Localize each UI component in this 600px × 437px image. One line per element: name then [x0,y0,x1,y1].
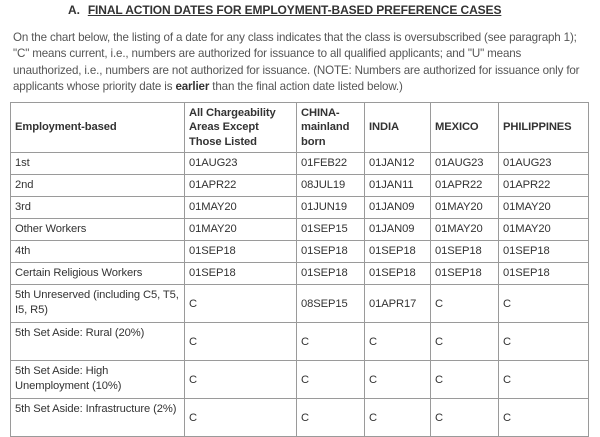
table-row [11,153,589,175]
cell-value: C [297,399,365,437]
cell-value: 01SEP18 [365,241,431,263]
cell-value: 01MAY20 [499,219,589,241]
row-category: 3rd [11,197,185,219]
section-title: FINAL ACTION DATES FOR EMPLOYMENT-BASED PREFERENCE CASES [87,3,502,17]
intro-paragraph [13,30,588,95]
header-employment-based: Employment-based [11,103,185,153]
cell-value: 01JUN19 [297,197,365,219]
cell-value: 01SEP15 [297,219,365,241]
cell-value: C [365,323,431,361]
cell-value: C [297,361,365,399]
intro-text-after: than the final action date listed below.) [209,79,403,93]
cell-value: C [499,285,589,323]
row-category: Other Workers [11,219,185,241]
cell-value: C [499,399,589,437]
table-row [11,361,589,399]
cell-value: 01SEP18 [185,263,297,285]
intro-emphasis: earlier [175,79,210,93]
cell-value: C [365,361,431,399]
header-india: INDIA [365,103,431,153]
header-all-chargeability: All Chargeability Areas Except Those Listed [185,103,297,153]
cell-value: C [431,323,499,361]
header-philippines: PHILIPPINES [499,103,589,153]
cell-value: 01AUG23 [185,153,297,175]
cell-value: 01SEP18 [297,263,365,285]
cell-value: 01SEP18 [365,263,431,285]
intro-text-before: On the chart below, the listing of a date for any class indicates that the class is oversubscribed (see paragraph 1); "C" means current, i.e., numbers are authorized for issuance to all qualified applicants; and "U" means unauthorized, i.e., numbers are not authorized for issuance. (NOTE: Numbers are authorized for issuance only for applicants whose priority date is [13,31,580,93]
cell-value: 08SEP15 [297,285,365,323]
table-row [11,197,589,219]
table-row [11,263,589,285]
row-category: 5th Set Aside: Infrastructure (2%) [11,399,185,437]
cell-value: 01SEP18 [431,241,499,263]
cell-value: C [365,399,431,437]
cell-value: 01FEB22 [297,153,365,175]
cell-value: 01JAN12 [365,153,431,175]
cell-value: 08JUL19 [297,175,365,197]
cell-value: 01APR22 [431,175,499,197]
table-row [11,285,589,323]
row-category: 5th Unreserved (including C5, T5, I5, R5) [11,285,185,323]
cell-value: 01MAY20 [431,219,499,241]
cell-value: 01JAN09 [365,219,431,241]
cell-value: C [431,399,499,437]
cell-value: C [499,361,589,399]
cell-value: 01AUG23 [431,153,499,175]
cell-value: C [185,361,297,399]
table-header-row [11,103,589,153]
cell-value: 01MAY20 [431,197,499,219]
row-category: Certain Religious Workers [11,263,185,285]
cell-value: 01AUG23 [499,153,589,175]
header-mexico: MEXICO [431,103,499,153]
row-category: 2nd [11,175,185,197]
section-number: A. [68,3,80,17]
cell-value: C [185,285,297,323]
cell-value: 01JAN09 [365,197,431,219]
cell-value: 01SEP18 [297,241,365,263]
cell-value: 01MAY20 [185,219,297,241]
cell-value: C [499,323,589,361]
cell-value: C [185,399,297,437]
cell-value: 01APR22 [185,175,297,197]
table-row [11,323,589,361]
cell-value: 01SEP18 [499,241,589,263]
section-heading [68,3,501,17]
cell-value: C [185,323,297,361]
header-china: CHINA-mainland born [297,103,365,153]
cell-value: 01JAN11 [365,175,431,197]
row-category: 4th [11,241,185,263]
table-row [11,175,589,197]
row-category: 5th Set Aside: High Unemployment (10%) [11,361,185,399]
row-category: 5th Set Aside: Rural (20%) [11,323,185,361]
cell-value: C [431,361,499,399]
cell-value: C [431,285,499,323]
final-action-dates-table [10,102,589,437]
cell-value: 01APR17 [365,285,431,323]
row-category: 1st [11,153,185,175]
cell-value: 01SEP18 [499,263,589,285]
cell-value: 01APR22 [499,175,589,197]
cell-value: C [297,323,365,361]
cell-value: 01MAY20 [185,197,297,219]
table-row [11,241,589,263]
cell-value: 01SEP18 [185,241,297,263]
table-row [11,219,589,241]
cell-value: 01MAY20 [499,197,589,219]
cell-value: 01SEP18 [431,263,499,285]
